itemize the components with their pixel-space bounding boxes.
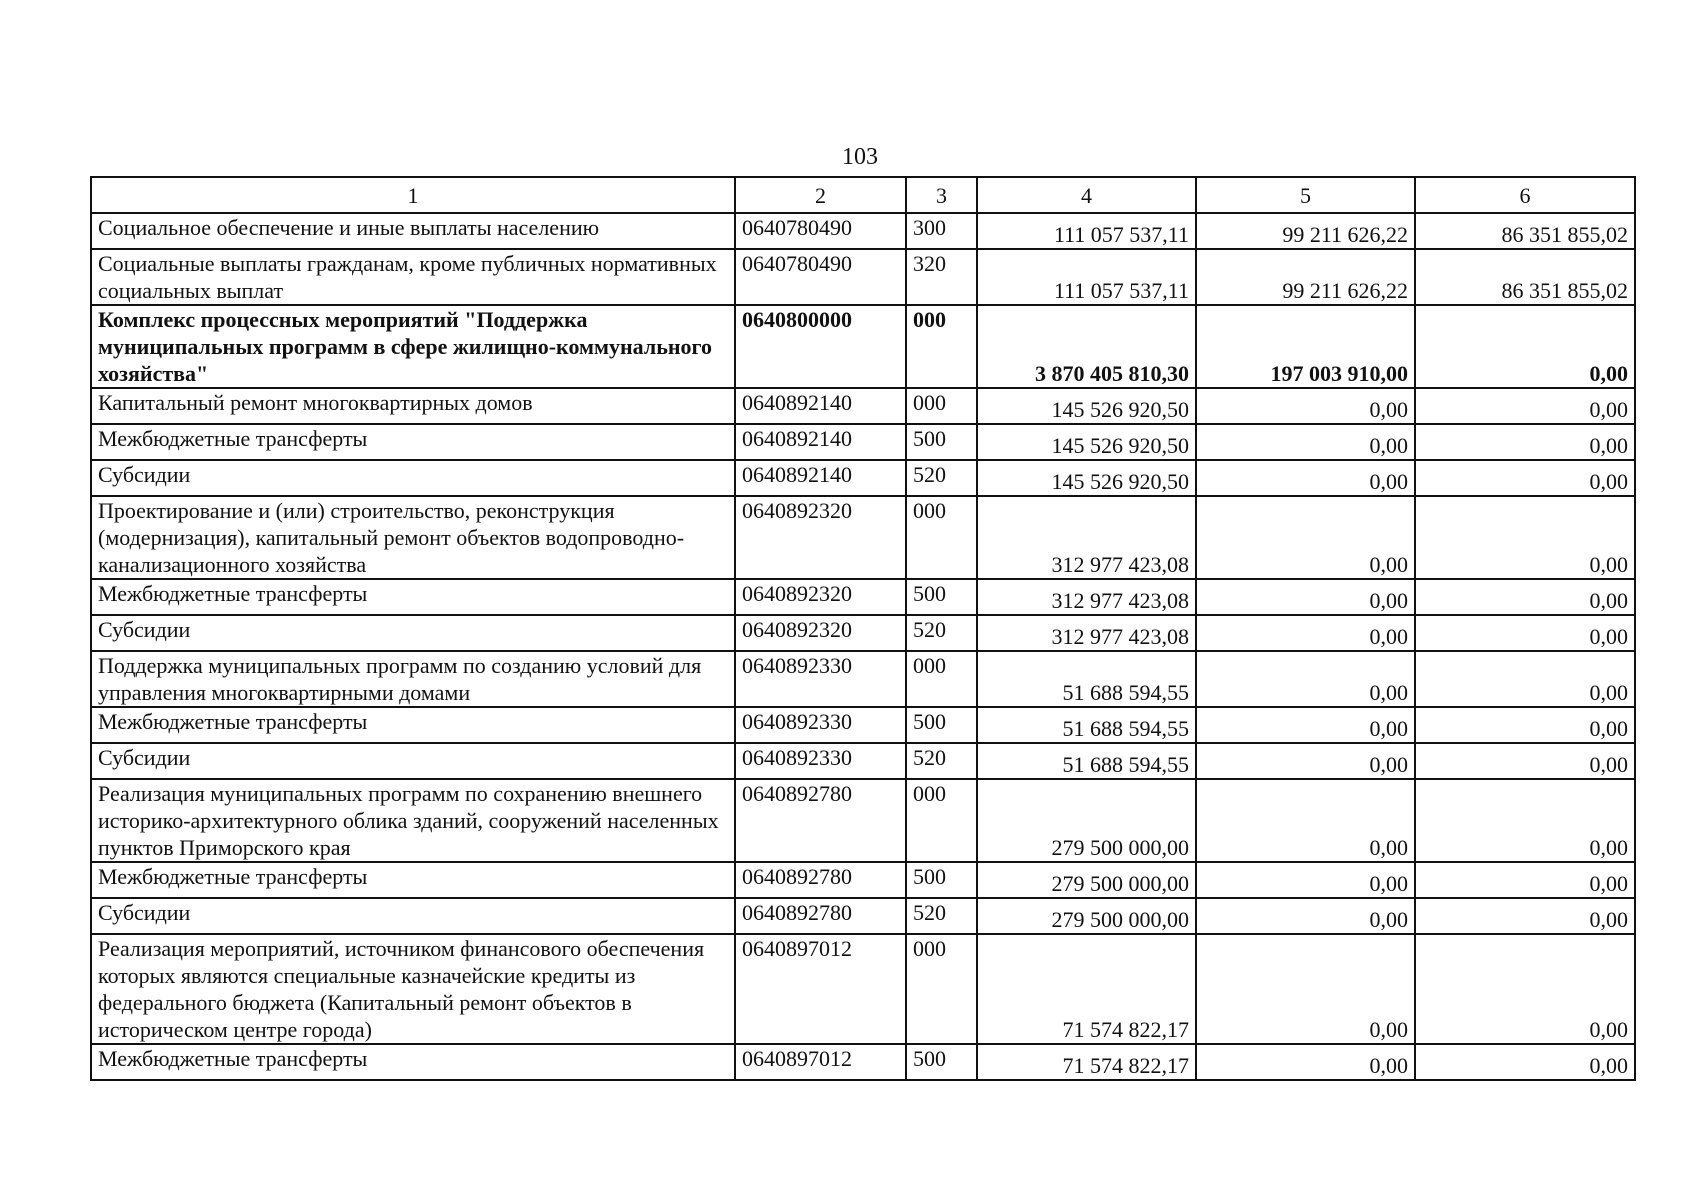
expense-type-cell: 320	[906, 249, 977, 305]
target-code-cell: 0640892140	[735, 388, 906, 424]
expense-type-cell: 000	[906, 779, 977, 862]
amount-col6-cell: 0,00	[1415, 779, 1635, 862]
table-header-row	[91, 177, 1635, 213]
amount-col5-cell: 0,00	[1196, 579, 1415, 615]
table-row	[91, 651, 1635, 707]
row-name-cell: Межбюджетные трансферты	[91, 579, 735, 615]
expense-type-cell: 520	[906, 460, 977, 496]
row-name-cell: Субсидии	[91, 615, 735, 651]
budget-table	[90, 176, 1636, 1081]
row-name-cell: Межбюджетные трансферты	[91, 862, 735, 898]
table-row	[91, 862, 1635, 898]
amount-col6-cell: 0,00	[1415, 743, 1635, 779]
table-row	[91, 743, 1635, 779]
amount-col5-cell: 0,00	[1196, 424, 1415, 460]
column-header: 5	[1196, 177, 1415, 213]
amount-col5-cell: 0,00	[1196, 743, 1415, 779]
amount-col4-cell: 279 500 000,00	[977, 862, 1196, 898]
row-name-cell: Поддержка муниципальных программ по созданию условий для управления многоквартирными домами	[91, 651, 735, 707]
amount-col4-cell: 51 688 594,55	[977, 707, 1196, 743]
amount-col5-cell: 99 211 626,22	[1196, 249, 1415, 305]
expense-type-cell: 500	[906, 1044, 977, 1080]
column-header: 4	[977, 177, 1196, 213]
expense-type-cell: 520	[906, 615, 977, 651]
target-code-cell: 0640892780	[735, 898, 906, 934]
row-name-cell: Комплекс процессных мероприятий "Поддержка муниципальных программ в сфере жилищно-коммунального хозяйства"	[91, 305, 735, 388]
amount-col5-cell: 0,00	[1196, 779, 1415, 862]
amount-col5-cell: 99 211 626,22	[1196, 213, 1415, 249]
row-name-cell: Межбюджетные трансферты	[91, 1044, 735, 1080]
row-name-cell: Субсидии	[91, 898, 735, 934]
row-name-cell: Реализация мероприятий, источником финансового обеспечения которых являются специальные казначейские кредиты из федерального бюджета (Капитальный ремонт объектов в историческом центре города)	[91, 934, 735, 1044]
target-code-cell: 0640897012	[735, 1044, 906, 1080]
expense-type-cell: 000	[906, 934, 977, 1044]
amount-col6-cell: 0,00	[1415, 460, 1635, 496]
table-row	[91, 305, 1635, 388]
amount-col4-cell: 312 977 423,08	[977, 579, 1196, 615]
amount-col6-cell: 0,00	[1415, 579, 1635, 615]
amount-col4-cell: 71 574 822,17	[977, 1044, 1196, 1080]
table-row	[91, 707, 1635, 743]
amount-col6-cell: 86 351 855,02	[1415, 249, 1635, 305]
row-name-cell: Субсидии	[91, 743, 735, 779]
amount-col6-cell: 0,00	[1415, 707, 1635, 743]
expense-type-cell: 500	[906, 424, 977, 460]
row-name-cell: Проектирование и (или) строительство, реконструкция (модернизация), капитальный ремонт объектов водопроводно-канализационного хозяйства	[91, 496, 735, 579]
amount-col4-cell: 3 870 405 810,30	[977, 305, 1196, 388]
amount-col6-cell: 0,00	[1415, 934, 1635, 1044]
expense-type-cell: 000	[906, 496, 977, 579]
amount-col4-cell: 111 057 537,11	[977, 249, 1196, 305]
amount-col6-cell: 0,00	[1415, 305, 1635, 388]
target-code-cell: 0640892140	[735, 460, 906, 496]
column-header: 3	[906, 177, 977, 213]
amount-col5-cell: 0,00	[1196, 898, 1415, 934]
expense-type-cell: 000	[906, 305, 977, 388]
row-name-cell: Социальные выплаты гражданам, кроме публичных нормативных социальных выплат	[91, 249, 735, 305]
row-name-cell: Реализация муниципальных программ по сохранению внешнего историко-архитектурного облика зданий, сооружений населенных пунктов Приморского края	[91, 779, 735, 862]
amount-col5-cell: 0,00	[1196, 496, 1415, 579]
table-row	[91, 213, 1635, 249]
table-row	[91, 424, 1635, 460]
amount-col5-cell: 0,00	[1196, 862, 1415, 898]
target-code-cell: 0640892140	[735, 424, 906, 460]
amount-col6-cell: 0,00	[1415, 898, 1635, 934]
row-name-cell: Социальное обеспечение и иные выплаты населению	[91, 213, 735, 249]
table-row	[91, 249, 1635, 305]
page-number: 103	[842, 144, 878, 170]
table-row	[91, 1044, 1635, 1080]
target-code-cell: 0640892330	[735, 651, 906, 707]
row-name-cell: Межбюджетные трансферты	[91, 707, 735, 743]
target-code-cell: 0640892320	[735, 579, 906, 615]
expense-type-cell: 520	[906, 743, 977, 779]
amount-col5-cell: 197 003 910,00	[1196, 305, 1415, 388]
amount-col4-cell: 71 574 822,17	[977, 934, 1196, 1044]
amount-col6-cell: 0,00	[1415, 1044, 1635, 1080]
amount-col6-cell: 0,00	[1415, 496, 1635, 579]
table-row	[91, 779, 1635, 862]
expense-type-cell: 520	[906, 898, 977, 934]
target-code-cell: 0640892330	[735, 707, 906, 743]
row-name-cell: Капитальный ремонт многоквартирных домов	[91, 388, 735, 424]
amount-col4-cell: 145 526 920,50	[977, 388, 1196, 424]
expense-type-cell: 500	[906, 862, 977, 898]
amount-col6-cell: 0,00	[1415, 615, 1635, 651]
table-row	[91, 388, 1635, 424]
amount-col4-cell: 51 688 594,55	[977, 743, 1196, 779]
expense-type-cell: 000	[906, 388, 977, 424]
expense-type-cell: 500	[906, 707, 977, 743]
target-code-cell: 0640892320	[735, 615, 906, 651]
row-name-cell: Межбюджетные трансферты	[91, 424, 735, 460]
column-header: 6	[1415, 177, 1635, 213]
amount-col5-cell: 0,00	[1196, 707, 1415, 743]
amount-col4-cell: 145 526 920,50	[977, 460, 1196, 496]
table-row	[91, 615, 1635, 651]
amount-col4-cell: 279 500 000,00	[977, 779, 1196, 862]
target-code-cell: 0640892330	[735, 743, 906, 779]
column-header: 1	[91, 177, 735, 213]
target-code-cell: 0640800000	[735, 305, 906, 388]
table-row	[91, 934, 1635, 1044]
amount-col5-cell: 0,00	[1196, 388, 1415, 424]
amount-col5-cell: 0,00	[1196, 460, 1415, 496]
amount-col4-cell: 111 057 537,11	[977, 213, 1196, 249]
target-code-cell: 0640780490	[735, 249, 906, 305]
amount-col5-cell: 0,00	[1196, 615, 1415, 651]
table-row	[91, 579, 1635, 615]
amount-col6-cell: 86 351 855,02	[1415, 213, 1635, 249]
table-row	[91, 496, 1635, 579]
column-header: 2	[735, 177, 906, 213]
target-code-cell: 0640897012	[735, 934, 906, 1044]
expense-type-cell: 000	[906, 651, 977, 707]
amount-col6-cell: 0,00	[1415, 388, 1635, 424]
target-code-cell: 0640892320	[735, 496, 906, 579]
amount-col5-cell: 0,00	[1196, 934, 1415, 1044]
target-code-cell: 0640780490	[735, 213, 906, 249]
table-row	[91, 898, 1635, 934]
table-row	[91, 460, 1635, 496]
amount-col6-cell: 0,00	[1415, 424, 1635, 460]
amount-col4-cell: 51 688 594,55	[977, 651, 1196, 707]
row-name-cell: Субсидии	[91, 460, 735, 496]
amount-col5-cell: 0,00	[1196, 1044, 1415, 1080]
target-code-cell: 0640892780	[735, 862, 906, 898]
amount-col4-cell: 279 500 000,00	[977, 898, 1196, 934]
expense-type-cell: 500	[906, 579, 977, 615]
target-code-cell: 0640892780	[735, 779, 906, 862]
amount-col5-cell: 0,00	[1196, 651, 1415, 707]
amount-col4-cell: 312 977 423,08	[977, 496, 1196, 579]
expense-type-cell: 300	[906, 213, 977, 249]
amount-col6-cell: 0,00	[1415, 651, 1635, 707]
amount-col4-cell: 312 977 423,08	[977, 615, 1196, 651]
amount-col6-cell: 0,00	[1415, 862, 1635, 898]
amount-col4-cell: 145 526 920,50	[977, 424, 1196, 460]
